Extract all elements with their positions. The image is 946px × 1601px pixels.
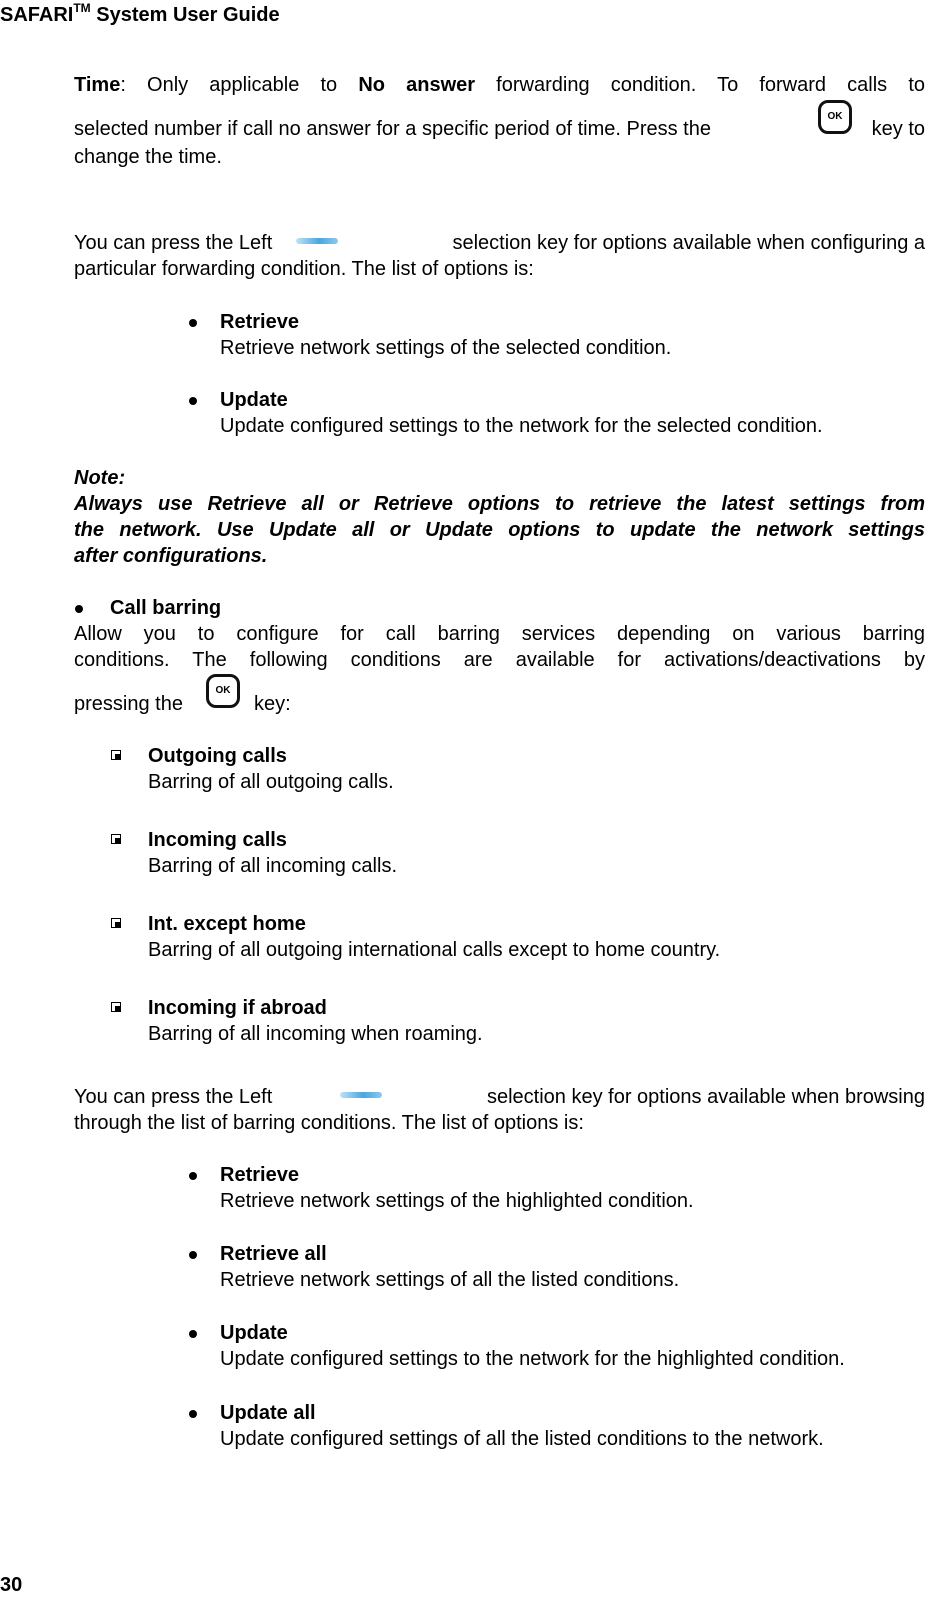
time-text-a: : Only applicable to [120,74,359,96]
time-line-2 [74,100,925,140]
options-intro-1a: You can press the Left [74,232,273,254]
bullet-icon [189,319,197,327]
options-intro-2-line2: through the list of barring conditions. The list of options is: [74,1112,584,1134]
header-title-rest: System User Guide [90,4,280,26]
options-intro-2b: selection key for options available when browsing [486,1086,925,1108]
bullet-icon [75,605,83,613]
option-title: Update all [220,1402,316,1424]
option-desc: Retrieve network settings of the selected condition. [220,337,672,359]
options-intro-2a: You can press the Left [74,1086,273,1108]
condition-title: Int. except home [148,913,306,935]
left-softkey-icon [296,238,338,244]
ok-key-icon: OK [818,100,852,134]
page-number: 30 [0,1574,23,1596]
call-barring-line-2: conditions. The following conditions are available for activations/deactivations by [74,649,925,671]
option-desc: Update configured settings to the network for the highlighted condition. [220,1348,845,1370]
trademark: TM [73,1,91,15]
option-title: Retrieve all [220,1243,327,1265]
checkbox-bullet-icon [111,834,121,844]
option-title: Retrieve [220,1164,299,1186]
ok-key-icon: OK [206,674,240,708]
checkbox-bullet-icon [111,750,121,760]
note-label: Note: [74,467,126,489]
header-title-main: SAFARI [0,4,74,26]
condition-title: Outgoing calls [148,745,287,767]
condition-desc: Barring of all incoming when roaming. [148,1023,483,1045]
time-text-b: forwarding condition. To forward calls to [475,74,925,96]
option-desc: Update configured settings to the network for the selected condition. [220,415,823,437]
options-intro-1 [74,230,925,256]
note-line-3: after configurations. [74,545,268,567]
bullet-icon [189,1251,197,1259]
call-barring-line-3b: key: [254,693,291,715]
option-title: Update [220,389,288,411]
bullet-icon [189,1330,197,1338]
time-line-1 [74,72,925,98]
call-barring-title: Call barring [110,597,222,619]
condition-title: Incoming if abroad [148,997,327,1019]
checkbox-bullet-icon [111,1002,121,1012]
bullet-icon [189,397,197,405]
option-desc: Update configured settings of all the listed conditions to the network. [220,1428,824,1450]
condition-desc: Barring of all outgoing international calls except to home country. [148,939,721,961]
condition-title: Incoming calls [148,829,287,851]
condition-desc: Barring of all outgoing calls. [148,771,394,793]
checkbox-bullet-icon [111,918,121,928]
call-barring-line-3a: pressing the [74,693,183,715]
option-desc: Retrieve network settings of the highlighted condition. [220,1190,694,1212]
options-intro-1b: selection key for options available when configuring a [452,232,925,254]
note-line-2: the network. Use Update all or Update options to update the network settings [74,519,925,541]
option-title: Retrieve [220,311,299,333]
page-header [0,2,280,28]
options-intro-1-line2: particular forwarding condition. The list of options is: [74,258,534,280]
option-title: Update [220,1322,288,1344]
time-label: Time [74,74,121,96]
options-intro-2 [74,1084,925,1110]
option-desc: Retrieve network settings of all the listed conditions. [220,1269,680,1291]
note-line-1: Always use Retrieve all or Retrieve options to retrieve the latest settings from [74,493,925,515]
time-line-2a: selected number if call no answer for a specific period of time. Press the [74,118,711,140]
bullet-icon [189,1172,197,1180]
bullet-icon [189,1410,197,1418]
left-softkey-icon [340,1092,382,1098]
condition-desc: Barring of all incoming calls. [148,855,397,877]
call-barring-line-3 [74,674,474,714]
time-line-2b: key to [871,118,925,140]
no-answer-label: No answer [358,74,476,96]
time-line-3: change the time. [74,146,222,168]
call-barring-line-1: Allow you to configure for call barring services depending on various barring [74,623,925,645]
